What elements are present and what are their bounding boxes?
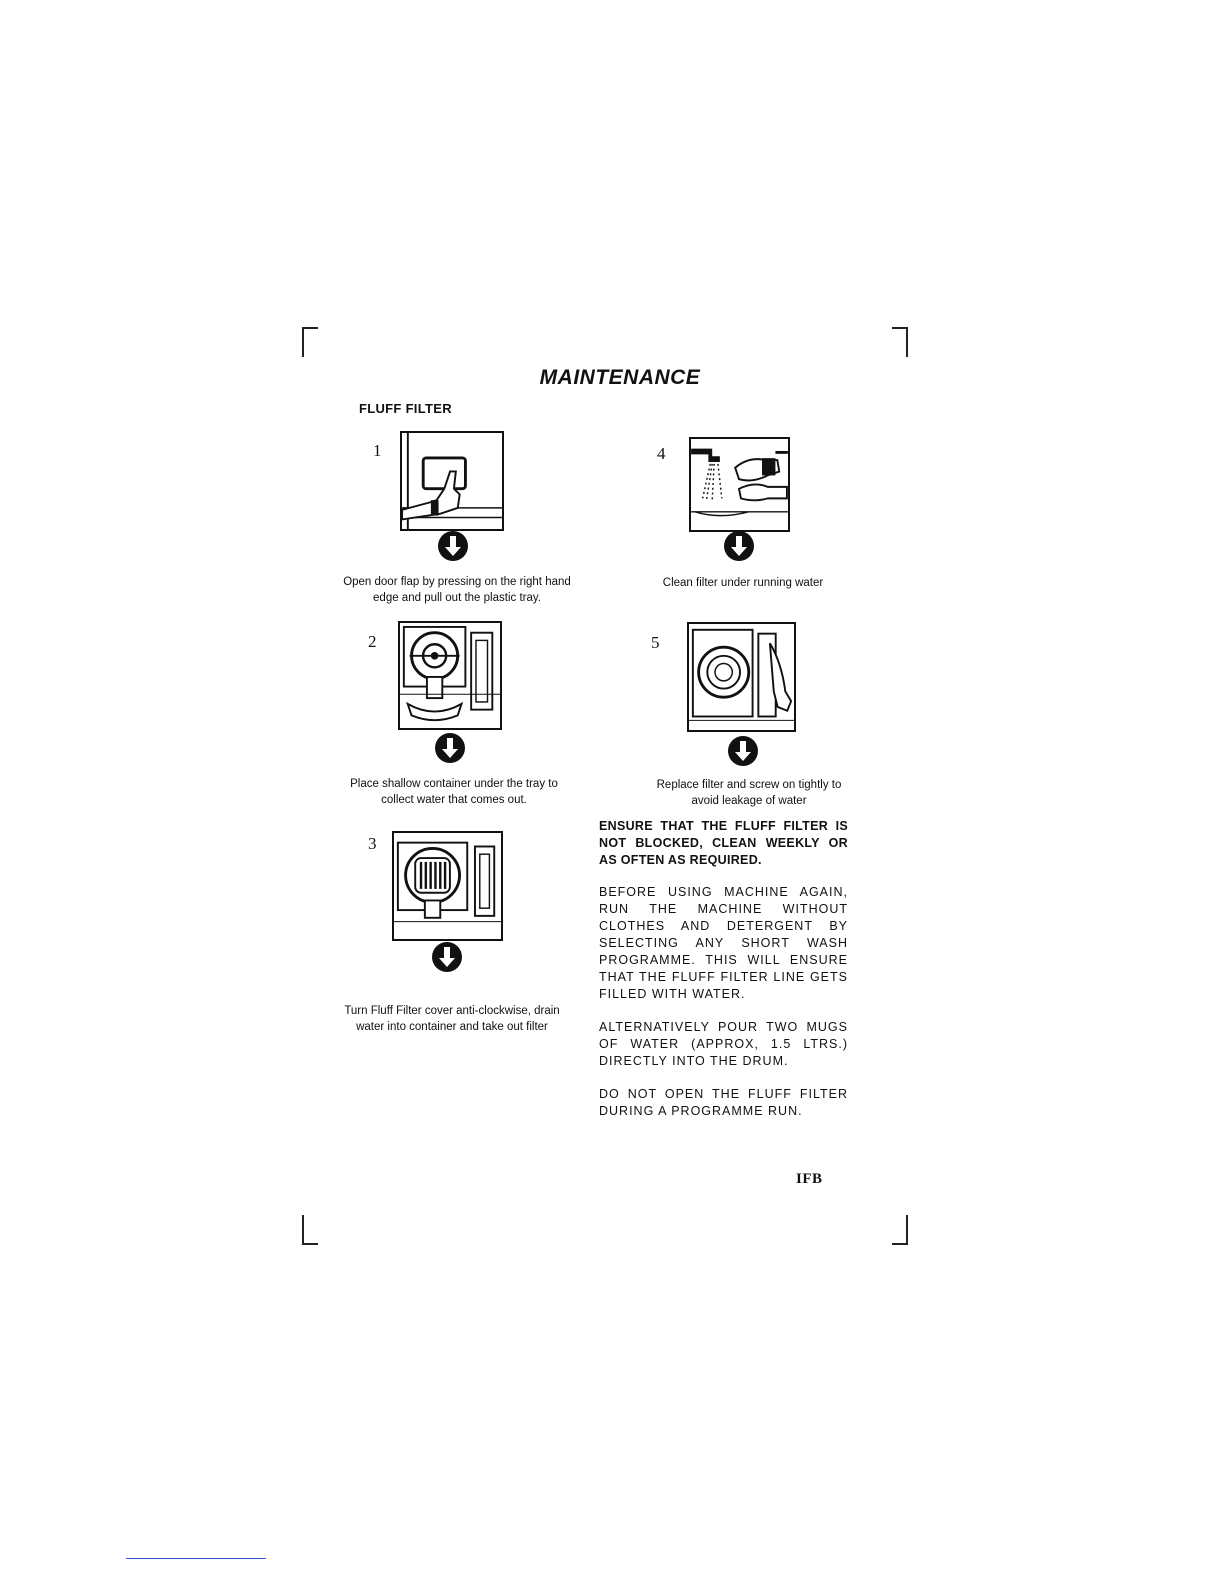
- before-use-instructions: [599, 884, 848, 1003]
- container-under-tray-illustration: [400, 623, 500, 728]
- down-arrow-circle-icon: [723, 530, 755, 562]
- step-4-illustration: [689, 437, 790, 532]
- warning-line: ENSURE THAT THE FLUFF FILTER IS: [599, 819, 848, 833]
- instruction-line: DIRECTLY INTO THE DRUM.: [599, 1054, 789, 1068]
- step-2-number: 2: [368, 632, 377, 651]
- instruction-line: DURING A PROGRAMME RUN.: [599, 1104, 803, 1118]
- step-3-illustration: [392, 831, 503, 941]
- step-5-number: 5: [651, 633, 660, 652]
- instruction-line: PROGRAMME. THIS WILL ENSURE: [599, 953, 848, 967]
- down-arrow-circle-icon: [727, 735, 759, 767]
- down-arrow-circle-icon: [434, 732, 466, 764]
- instruction-line: ALTERNATIVELY POUR TWO MUGS: [599, 1020, 848, 1034]
- instruction-line: CLOTHES AND DETERGENT BY: [599, 919, 848, 933]
- filter-washing-illustration: [691, 439, 788, 530]
- fluff-filter-warning: [599, 818, 848, 869]
- step-1-illustration: [400, 431, 504, 531]
- instruction-line: DO NOT OPEN THE FLUFF FILTER: [599, 1087, 848, 1101]
- page-title: MAINTENANCE: [539, 366, 701, 389]
- instruction-line: FILLED WITH WATER.: [599, 987, 746, 1001]
- step-2-illustration: [398, 621, 502, 730]
- step-3-number: 3: [368, 834, 377, 853]
- brand-logo: IFB: [796, 1171, 823, 1187]
- down-arrow-circle-icon: [431, 941, 463, 973]
- crop-mark-bottom-left: [302, 1215, 318, 1245]
- step-2-caption: Place shallow container under the tray to collect water that comes out.: [350, 778, 558, 806]
- crop-mark-bottom-right: [892, 1215, 908, 1245]
- down-arrow-circle-icon: [437, 530, 469, 562]
- caution-note: [599, 1086, 848, 1120]
- step-4-number: 4: [657, 444, 666, 463]
- section-title: FLUFF FILTER: [359, 401, 452, 416]
- instruction-line: RUN THE MACHINE WITHOUT: [599, 902, 848, 916]
- warning-line: AS OFTEN AS REQUIRED.: [599, 853, 762, 867]
- step-3-caption: Turn Fluff Filter cover anti-clockwise, drain water into container and take out filter: [344, 1005, 560, 1033]
- filter-replace-illustration: [689, 624, 794, 730]
- instruction-line: THAT THE FLUFF FILTER LINE GETS: [599, 970, 848, 984]
- door-flap-press-illustration: [402, 433, 502, 529]
- crop-mark-top-left: [302, 327, 318, 357]
- footer-rule: [126, 1558, 266, 1559]
- crop-mark-top-right: [892, 327, 908, 357]
- step-1-caption: Open door flap by pressing on the right hand edge and pull out the plastic tray.: [343, 576, 571, 604]
- step-1-number: 1: [373, 441, 382, 460]
- alternative-instructions: [599, 1019, 848, 1070]
- step-5-illustration: [687, 622, 796, 732]
- filter-cover-removal-illustration: [394, 833, 501, 939]
- step-5-caption: Replace filter and screw on tightly to avoid leakage of water: [656, 779, 842, 807]
- step-4-caption: Clean filter under running water: [662, 577, 824, 589]
- instruction-line: OF WATER (APPROX, 1.5 LTRS.): [599, 1037, 848, 1051]
- warning-line: NOT BLOCKED, CLEAN WEEKLY OR: [599, 836, 848, 850]
- instruction-line: SELECTING ANY SHORT WASH: [599, 936, 848, 950]
- instruction-line: BEFORE USING MACHINE AGAIN,: [599, 885, 848, 899]
